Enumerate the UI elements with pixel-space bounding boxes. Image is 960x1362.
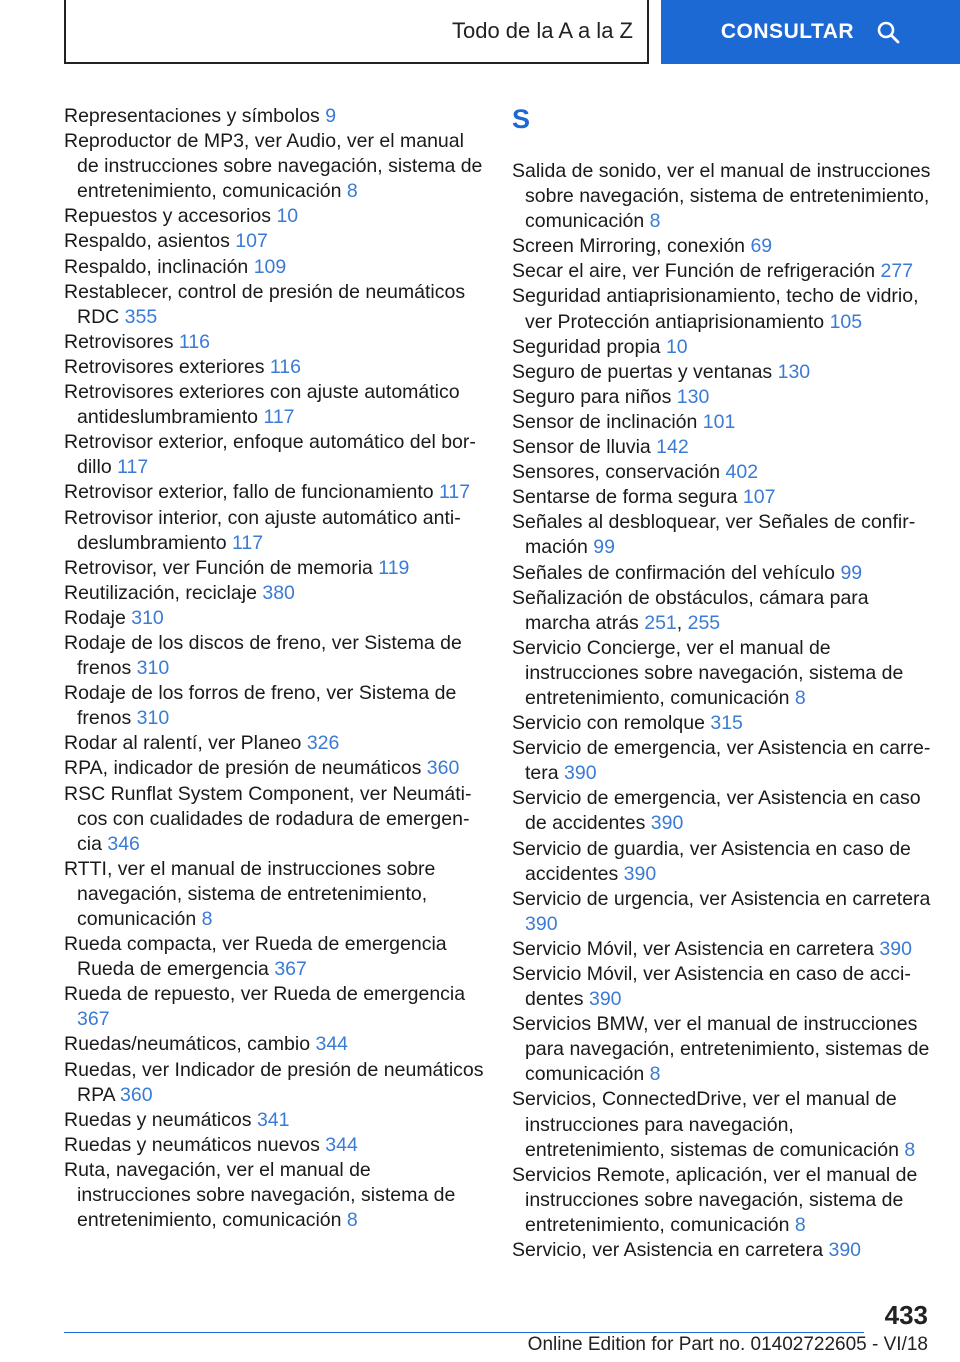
index-entry <box>64 631 484 681</box>
index-entry-text: Retrovisores exteriores <box>64 355 265 378</box>
page-link[interactable]: 99 <box>593 536 615 559</box>
page-link[interactable]: 315 <box>710 712 743 735</box>
index-entry-text: Screen Mirroring, conexión <box>512 235 746 258</box>
index-entry <box>512 736 932 786</box>
page-link[interactable]: 69 <box>750 235 773 258</box>
index-entry-text: Servicio Móvil, ver Asistencia en carretera <box>512 937 874 960</box>
index-entry-text: Sensores, conservación <box>512 461 721 484</box>
page-link[interactable]: 360 <box>426 757 460 780</box>
index-entry-text: Retrovisor interior, con ajuste automático antideslumbramiento <box>64 506 461 554</box>
page-link[interactable]: 10 <box>276 205 299 228</box>
index-entry: Señalización de obstáculos, cámara para marcha atrás 251, 255 <box>512 586 869 634</box>
index-entry <box>64 330 484 355</box>
page-link[interactable]: 142 <box>656 436 689 459</box>
index-entry <box>512 1238 932 1263</box>
index-entry-text: Respaldo, inclinación <box>64 255 249 278</box>
page-link[interactable]: 344 <box>325 1133 358 1156</box>
index-entry <box>512 1087 932 1162</box>
index-entry-text: Seguridad propia <box>512 335 661 358</box>
page-link[interactable]: 344 <box>315 1033 349 1056</box>
index-entry <box>64 355 484 380</box>
index-entry-text: Seguridad antiaprisionamiento, techo de vidrio, ver Protección antiaprisionamiento <box>512 285 919 333</box>
page-link[interactable]: 326 <box>306 732 340 755</box>
index-entry <box>64 1058 484 1108</box>
page-link[interactable]: 8 <box>346 180 358 203</box>
page-link[interactable]: 101 <box>702 410 736 433</box>
index-entry-text: Ruedas y neumáticos nuevos <box>64 1133 320 1156</box>
page-link[interactable]: 105 <box>829 310 863 333</box>
index-entry <box>512 159 932 234</box>
page-link[interactable]: 255 <box>687 611 721 634</box>
page-link[interactable]: 367 <box>77 1008 110 1031</box>
index-entry-text: Servicio Concierge, ver el manual de instrucciones sobre navegación, sistema de entretenimiento, comunicación <box>512 636 904 709</box>
page-link[interactable]: 390 <box>564 762 597 785</box>
index-entry <box>512 1012 932 1087</box>
page-link[interactable]: 8 <box>201 908 213 930</box>
index-entry-text: Retrovisor exterior, enfoque automático del bordillo <box>64 431 476 479</box>
page-link[interactable]: 109 <box>253 255 287 278</box>
index-entry-text: Respaldo, asientos <box>64 230 230 253</box>
page-link[interactable]: 8 <box>649 1063 661 1086</box>
index-entry-text: Seguro para niños <box>512 385 672 408</box>
index-entry <box>512 561 932 586</box>
index-entry-text: Rodaje <box>64 606 126 629</box>
footer-edition: Online Edition for Part no. 01402722605 - VI/18 <box>527 1334 928 1355</box>
index-entry-text: Rodaje de los discos de freno, ver Sistema de frenos <box>64 631 462 680</box>
index-entry <box>512 460 932 485</box>
page-link[interactable]: 107 <box>742 486 776 509</box>
index-entry <box>512 1163 932 1238</box>
index-entry <box>512 711 932 736</box>
index-entry <box>64 255 484 280</box>
index-entry <box>512 510 932 560</box>
index-entry-text: RTTI, ver el manual de instrucciones sobre navegación, sistema de entretenimiento, comunicación <box>64 857 436 930</box>
footer-divider <box>64 1332 864 1333</box>
index-entry-text: Rodaje de los forros de freno, ver Sistema de frenos <box>64 682 457 730</box>
index-entry <box>64 1108 484 1133</box>
page-link[interactable]: 310 <box>136 707 170 730</box>
page-link[interactable]: 8 <box>794 1213 806 1236</box>
page-link[interactable]: 310 <box>131 606 164 629</box>
index-entry <box>512 485 932 510</box>
page-link[interactable]: 346 <box>107 832 140 855</box>
index-entry-text: Ruedas/neumáticos, cambio <box>64 1033 311 1056</box>
index-entry <box>64 782 484 857</box>
page-link[interactable]: 8 <box>904 1138 916 1161</box>
page-link[interactable]: 360 <box>120 1083 153 1106</box>
index-entry <box>64 129 484 204</box>
index-entry-text: Servicio con remolque <box>512 712 705 735</box>
page-link[interactable]: 117 <box>263 406 295 429</box>
index-entry <box>512 786 932 836</box>
index-entry-text: Salida de sonido, ver el manual de instrucciones sobre navegación, sistema de entretenimiento, comunicación <box>512 160 931 233</box>
index-entry <box>64 581 484 606</box>
index-entry-text: Servicio de emergencia, ver Asistencia en carretera <box>512 737 931 785</box>
index-entry-text: Sensor de inclinación <box>512 410 698 433</box>
index-entry-text: Ruta, navegación, ver el manual de instrucciones sobre navegación, sistema de entretenimiento, comunicación <box>64 1158 456 1232</box>
index-entry-text: Servicio, ver Asistencia en carretera <box>512 1239 824 1262</box>
index-entry-text: Sensor de lluvia <box>512 436 651 459</box>
index-entry-text: Servicio de guardia, ver Asistencia en caso de accidentes <box>512 837 911 885</box>
index-entry <box>64 204 484 229</box>
index-entry-text: Rodar al ralentí, ver Planeo <box>64 732 302 755</box>
index-entry <box>64 932 484 982</box>
page-link[interactable]: 119 <box>378 556 410 579</box>
page-link[interactable]: 380 <box>262 581 295 604</box>
index-entry <box>64 1158 484 1233</box>
index-entry-text: Retrovisores exteriores con ajuste automático antideslumbramiento <box>64 381 460 429</box>
index-entry-text: Repuestos y accesorios <box>64 205 272 228</box>
index-entry <box>512 385 932 410</box>
page-link[interactable]: 117 <box>439 481 471 504</box>
index-entry <box>512 360 932 385</box>
page-link[interactable]: 116 <box>178 330 210 353</box>
page-link[interactable]: 8 <box>794 686 806 709</box>
index-entry <box>64 756 484 781</box>
index-entry-text: RSC Runflat System Component, ver Neumáticos con cualidades de rodadura de emergencia <box>64 782 472 855</box>
index-entry <box>64 104 484 129</box>
page-link[interactable]: 390 <box>623 862 657 885</box>
page-link[interactable]: 390 <box>650 812 684 835</box>
index-entry <box>512 284 932 334</box>
page-link[interactable]: 355 <box>124 305 158 328</box>
page-link[interactable]: 116 <box>269 355 301 378</box>
index-entry-text: Servicios, ConnectedDrive, ver el manual de instrucciones para navegación, entretenimiento, sistemas de comunicación <box>512 1088 899 1161</box>
page-link[interactable]: 367 <box>274 958 307 981</box>
index-entry-text: Seguro de puertas y ventanas <box>512 360 773 383</box>
index-entry <box>512 636 932 711</box>
index-entry <box>512 234 932 259</box>
page-link[interactable]: 107 <box>235 230 268 253</box>
page-link[interactable]: 390 <box>879 937 912 960</box>
page-link[interactable]: 390 <box>525 912 558 935</box>
index-entry <box>64 556 484 581</box>
index-entry <box>64 1032 484 1057</box>
page-link[interactable]: 390 <box>828 1239 862 1262</box>
index-entry <box>64 506 484 556</box>
index-entry <box>512 887 932 937</box>
index-entry-text: Rueda de repuesto, ver Rueda de emergencia <box>64 983 466 1006</box>
index-entry <box>512 410 932 435</box>
index-entry-text: Representaciones y símbolos <box>64 105 320 127</box>
index-entry-text: Rueda compacta, ver Rueda de emergencia Rueda de emergencia <box>64 933 447 981</box>
index-entry <box>512 259 932 284</box>
index-entry <box>512 837 932 887</box>
section-letter: S <box>512 104 531 134</box>
page-link[interactable]: 117 <box>117 456 149 479</box>
index-entry <box>64 982 484 1032</box>
index-column-left <box>64 104 484 1233</box>
tab-consultar[interactable] <box>661 0 960 64</box>
page-link[interactable]: 277 <box>880 260 914 283</box>
index-entry-text: Servicio de urgencia, ver Asistencia en carretera <box>512 887 931 910</box>
tab-todo-de-la-a-a-la-z[interactable] <box>64 0 649 64</box>
index-entry <box>64 229 484 254</box>
index-entry-text: Señales de confirmación del vehículo <box>512 561 836 584</box>
page-link[interactable]: 117 <box>232 531 264 554</box>
index-entry-text: Reutilización, reciclaje <box>64 581 257 604</box>
page-link[interactable]: 310 <box>136 657 170 680</box>
page-link[interactable]: 9 <box>325 105 337 127</box>
index-entry <box>64 681 484 731</box>
tab-todo-label: Todo de la A a la Z <box>451 18 633 43</box>
page-number: 433 <box>884 1300 928 1330</box>
page-link[interactable]: 8 <box>346 1209 358 1232</box>
index-entry-text: Ruedas, ver Indicador de presión de neumáticos RPA <box>64 1058 484 1106</box>
index-entry <box>64 606 484 631</box>
page-link[interactable]: 10 <box>665 335 688 358</box>
page-link[interactable]: 341 <box>256 1108 290 1131</box>
page-link[interactable]: 130 <box>777 360 811 383</box>
search-icon <box>876 20 900 44</box>
index-entry <box>64 380 484 430</box>
index-entry <box>64 430 484 480</box>
index-entry <box>512 962 932 1012</box>
index-entry-text: Retrovisores <box>64 330 174 353</box>
index-entry-text: Retrovisor, ver Función de memoria <box>64 556 373 579</box>
index-entry-text: Restablecer, control de presión de neumáticos RDC <box>64 280 466 328</box>
index-entry-text: Servicio Móvil, ver Asistencia en caso de accidentes <box>512 963 911 1011</box>
index-entry-text: Servicios Remote, aplicación, ver el manual de instrucciones sobre navegación, sistema de entretenimiento, comunicación <box>512 1163 918 1236</box>
index-entry-text: Servicios BMW, ver el manual de instrucciones para navegación, entretenimiento, sistemas de comunicación <box>512 1013 930 1086</box>
page-link[interactable]: 99 <box>840 561 863 584</box>
index-entry-text: Sentarse de forma segura <box>512 486 738 509</box>
index-entry-text: Reproductor de MP3, ver Audio, ver el manual de instrucciones sobre navegación, sistema de entretenimiento, comunicación <box>64 130 483 203</box>
index-entry-text: RPA, indicador de presión de neumáticos <box>64 757 422 780</box>
page-link[interactable]: 251 <box>644 611 677 634</box>
index-column-right <box>512 104 932 1263</box>
index-entry <box>512 335 932 360</box>
index-entry-text: Señalización de obstáculos, cámara para marcha atrás <box>512 586 869 634</box>
page-link[interactable]: 8 <box>649 210 661 233</box>
index-entry-text: Ruedas y neumáticos <box>64 1108 252 1131</box>
index-entry <box>64 480 484 505</box>
page-link[interactable]: 402 <box>725 461 759 484</box>
page-link[interactable]: 130 <box>676 385 710 408</box>
index-entry <box>512 435 932 460</box>
index-entry <box>64 280 484 330</box>
index-entry <box>512 937 932 962</box>
index-entry-text: Señales al desbloquear, ver Señales de confirmación <box>512 511 916 559</box>
index-entry-text: Secar el aire, ver Función de refrigeración <box>512 260 876 283</box>
index-entry-text: Servicio de emergencia, ver Asistencia en caso de accidentes <box>512 787 921 835</box>
index-entry <box>64 731 484 756</box>
index-entry <box>64 857 484 932</box>
page-link[interactable]: 390 <box>588 988 622 1011</box>
index-entry <box>64 1133 484 1158</box>
index-entry-text: Retrovisor exterior, fallo de funcionamiento <box>64 481 434 504</box>
tab-consultar-label: CONSULTAR <box>720 20 855 43</box>
